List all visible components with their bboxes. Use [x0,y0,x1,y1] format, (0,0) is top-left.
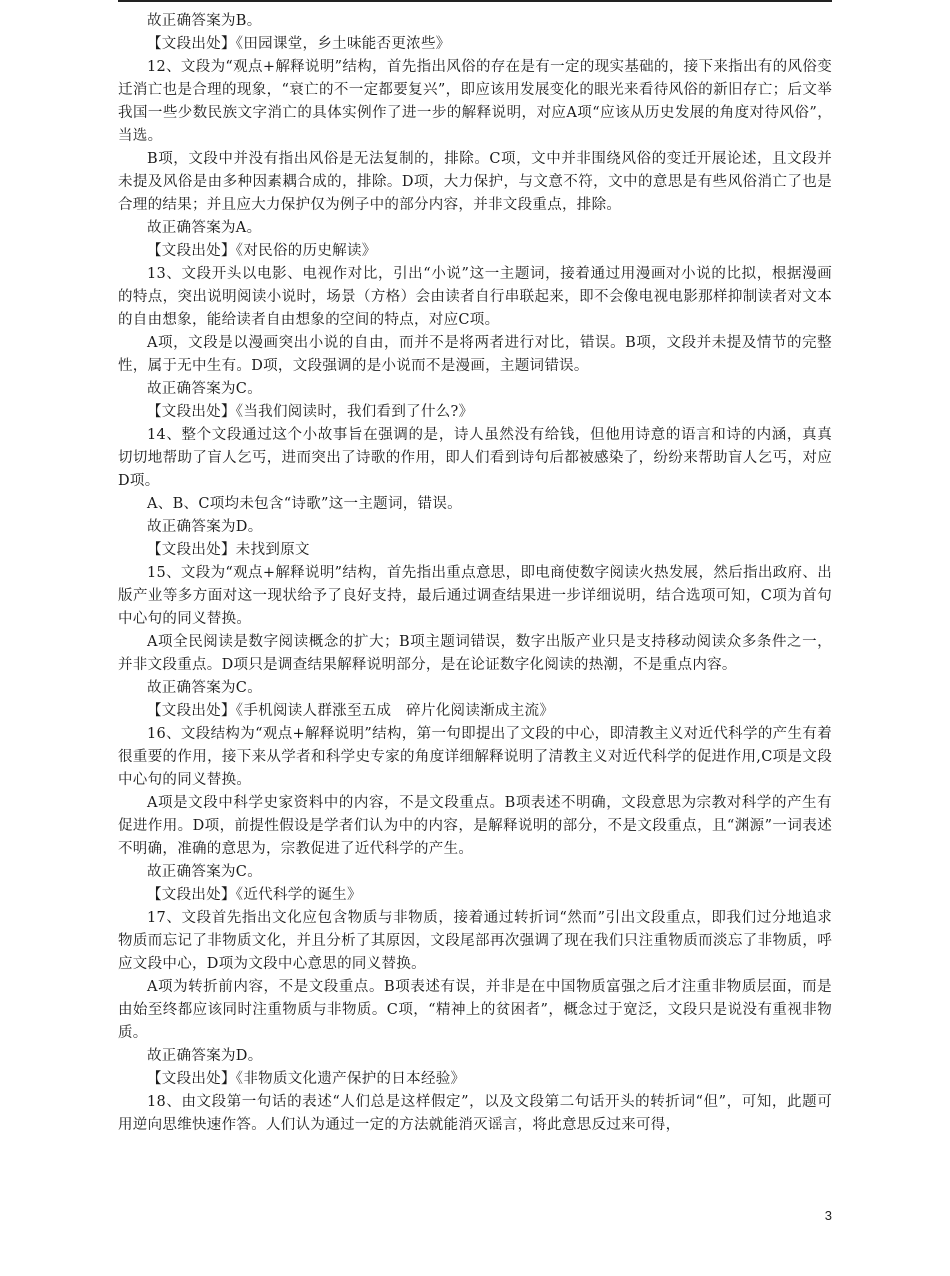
answer-line: 故正确答案为C。 [147,680,262,696]
answer-line: 故正确答案为C。 [147,381,262,397]
option-analysis-q16: A项是文段中科学史家资料中的内容，不是文段重点。B项表述不明确，文段意思为宗教对科学的产生有促进作用。D项，前提性假设是学者们认为中的内容，是解释说明的部分，不是文段重点，且“渊源”一词表述不明确，准确的意思为，宗教促进了近代科学的产生。 [118,795,832,857]
option-analysis-q14: A、B、C项均未包含“诗歌”这一主题词，错误。 [147,496,462,512]
explanation-q18: 18、由文段第一句话的表述“人们总是这样假定”，以及文段第二句话开头的转折词“但”，可知，此题可用逆向思维快速作答。人们认为通过一定的方法就能消灭谣言，将此意思反过来可得， [118,1094,832,1133]
source-line: 【文段出处】《非物质文化遗产保护的日本经验》 [147,1071,466,1087]
answer-line: 故正确答案为C。 [147,864,262,880]
explanation-q17: 17、文段首先指出文化应包含物质与非物质，接着通过转折词“然而”引出文段重点，即我们过分地追求物质而忘记了非物质文化，并且分析了其原因，文段尾部再次强调了现在我们只注重物质而淡忘了非物质，呼应文段中心，D项为文段中心意思的同义替换。 [118,910,832,972]
explanation-q16: 16、文段结构为“观点+解释说明”结构，第一句即提出了文段的中心，即清教主义对近代科学的产生有着很重要的作用，接下来从学者和科学史专家的角度详细解释说明了清教主义对近代科学的促进作用,C项是文段中心句的同义替换。 [118,726,832,788]
explanation-q13: 13、文段开头以电影、电视作对比，引出“小说”这一主题词，接着通过用漫画对小说的比拟，根据漫画的特点，突出说明阅读小说时，场景（方格）会由读者自行串联起来，即不会像电视电影那样抑制读者对文本的自由想象，能给读者自由想象的空间的特点，对应C项。 [118,266,832,328]
source-line: 【文段出处】《手机阅读人群涨至五成 碎片化阅读渐成主流》 [147,703,555,719]
option-analysis-q13: A项，文段是以漫画突出小说的自由，而并不是将两者进行对比，错误。B项，文段并未提及情节的完整性，属于无中生有。D项，文段强调的是小说而不是漫画，主题词错误。 [118,335,832,374]
page-number: 3 [824,1208,832,1223]
answer-line: 故正确答案为B。 [147,13,262,29]
answer-line: 故正确答案为D。 [147,1048,263,1064]
source-line: 【文段出处】《当我们阅读时，我们看到了什么?》 [147,404,474,420]
explanation-q14: 14、整个文段通过这个小故事旨在强调的是，诗人虽然没有给钱，但他用诗意的语言和诗的内涵，真真切切地帮助了盲人乞丐，进而突出了诗歌的作用，即人们看到诗句后都被感染了，纷纷来帮助盲人乞丐，对应D项。 [118,427,832,489]
source-line: 【文段出处】《对民俗的历史解读》 [147,243,377,259]
header-rule [118,0,832,2]
source-line: 【文段出处】《近代科学的诞生》 [147,887,362,903]
document-body [118,10,832,1137]
option-analysis-q17: A项为转折前内容，不是文段重点。B项表述有误，并非是在中国物质富强之后才注重非物质层面，而是由始至终都应该同时注重物质与非物质。C项，“精神上的贫困者”，概念过于宽泛，文段只是说没有重视非物质。 [118,979,832,1041]
answer-line: 故正确答案为A。 [147,220,262,236]
option-analysis-q12: B项，文段中并没有指出风俗是无法复制的，排除。C项，文中并非围绕风俗的变迁开展论述，且文段并未提及风俗是由多种因素耦合成的，排除。D项，大力保护，与文意不符，文中的意思是有些风俗消亡了也是合理的结果；并且应大力保护仅为例子中的部分内容，并非文段重点，排除。 [118,151,832,213]
source-line: 【文段出处】未找到原文 [147,542,310,558]
option-analysis-q15: A项全民阅读是数字阅读概念的扩大；B项主题词错误，数字出版产业只是支持移动阅读众多条件之一，并非文段重点。D项只是调查结果解释说明部分，是在论证数字化阅读的热潮，不是重点内容。 [118,634,832,673]
explanation-q15: 15、文段为“观点+解释说明”结构，首先指出重点意思，即电商使数字阅读火热发展，然后指出政府、出版产业等多方面对这一现状给予了良好支持，最后通过调查结果进一步详细说明，结合选项可知，C项为首句中心句的同义替换。 [118,565,832,627]
source-line: 【文段出处】《田园课堂，乡土味能否更浓些》 [147,36,451,52]
explanation-q12: 12、文段为“观点+解释说明”结构，首先指出风俗的存在是有一定的现实基础的，接下来指出有的风俗变迁消亡也是合理的现象，“衰亡的不一定都要复兴”，即应该用发展变化的眼光来看待风俗的新旧存亡；后文举我国一些少数民族文字消亡的具体实例作了进一步的解释说明，对应A项“应该从历史发展的角度对待风俗”，当选。 [118,59,832,144]
answer-line: 故正确答案为D。 [147,519,263,535]
